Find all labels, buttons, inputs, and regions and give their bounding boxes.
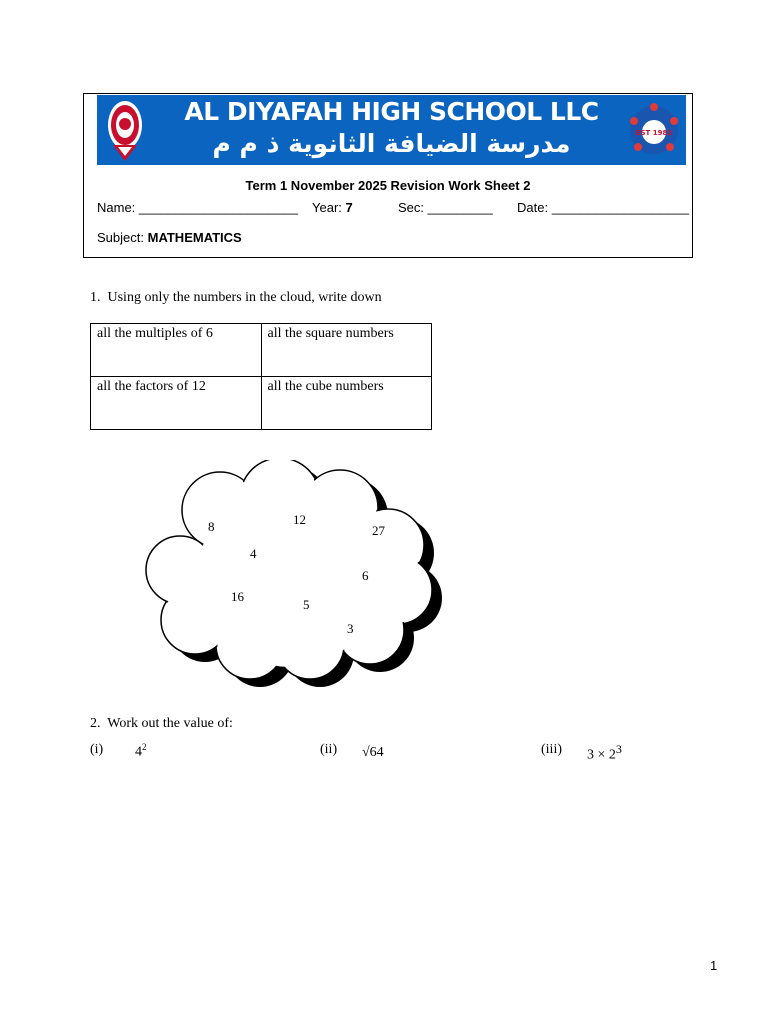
subject-label: Subject: — [97, 230, 144, 245]
question-2-text: Work out the value of: — [107, 716, 233, 731]
cloud-number-3: 3 — [347, 621, 354, 636]
table-cell-square-numbers[interactable]: all the square numbers — [261, 324, 432, 377]
answer-table — [90, 323, 432, 430]
question-1-number: 1. — [90, 290, 101, 305]
question-2-prompt — [90, 716, 233, 732]
question-1-text: Using only the numbers in the cloud, write down — [107, 290, 382, 305]
cloud-number-6: 6 — [362, 568, 369, 583]
cloud-number-5: 5 — [303, 597, 310, 612]
subject-value: MATHEMATICS — [147, 230, 242, 245]
year-label: Year: — [312, 200, 342, 215]
sec-label: Sec: — [398, 200, 425, 215]
cloud-number-27: 27 — [372, 523, 385, 538]
school-banner — [97, 95, 686, 165]
name-blank: ______________________ — [138, 200, 298, 215]
page-number: 1 — [710, 958, 718, 973]
part-i-expression: $4^2$ — [135, 742, 147, 760]
question-2-part-i — [90, 742, 103, 758]
sec-field — [398, 200, 493, 215]
part-iii-expression: $3 \times 2^3$ — [587, 742, 622, 763]
table-row — [91, 324, 432, 377]
date-label: Date: — [517, 200, 549, 215]
sec-blank: _________ — [427, 200, 493, 215]
right-logo-text: EST 1982 — [635, 129, 673, 137]
est-1982-logo-icon — [628, 99, 680, 161]
cloud-number-12: 12 — [293, 512, 306, 527]
question-1-prompt — [90, 290, 382, 306]
cloud-number-8: 8 — [208, 519, 215, 534]
cloud-shape-icon — [140, 460, 450, 690]
question-2-number: 2. — [90, 716, 101, 731]
worksheet-title: Term 1 November 2025 Revision Work Sheet 2 — [245, 178, 531, 193]
table-cell-factors-of-12[interactable]: all the factors of 12 — [91, 377, 262, 430]
question-2-part-iii — [541, 742, 562, 758]
year-value: 7 — [345, 200, 353, 215]
header-box — [83, 93, 693, 258]
cloud-number-16: 16 — [231, 589, 244, 604]
name-field — [97, 200, 298, 215]
name-label: Name: — [97, 200, 136, 215]
part-ii-expression: √64 — [362, 745, 384, 760]
question-2-part-ii — [320, 742, 337, 758]
date-blank: ___________________ — [551, 200, 690, 215]
cloud-number-4: 4 — [250, 546, 257, 561]
part-ii-label: (ii) — [320, 742, 338, 757]
table-row — [91, 377, 432, 430]
part-i-label: (i) — [90, 742, 104, 757]
table-cell-multiples-of-6[interactable]: all the multiples of 6 — [91, 324, 262, 377]
part-iii-label: (iii) — [541, 742, 562, 757]
date-field — [517, 200, 689, 215]
year-field — [312, 200, 353, 215]
table-cell-cube-numbers[interactable]: all the cube numbers — [261, 377, 432, 430]
school-name-ar: مدرسة الضيافة الثانوية ذ م م — [212, 129, 571, 158]
school-name-en: AL DIYAFAH HIGH SCHOOL LLC — [184, 97, 599, 126]
subject-field — [97, 230, 242, 245]
